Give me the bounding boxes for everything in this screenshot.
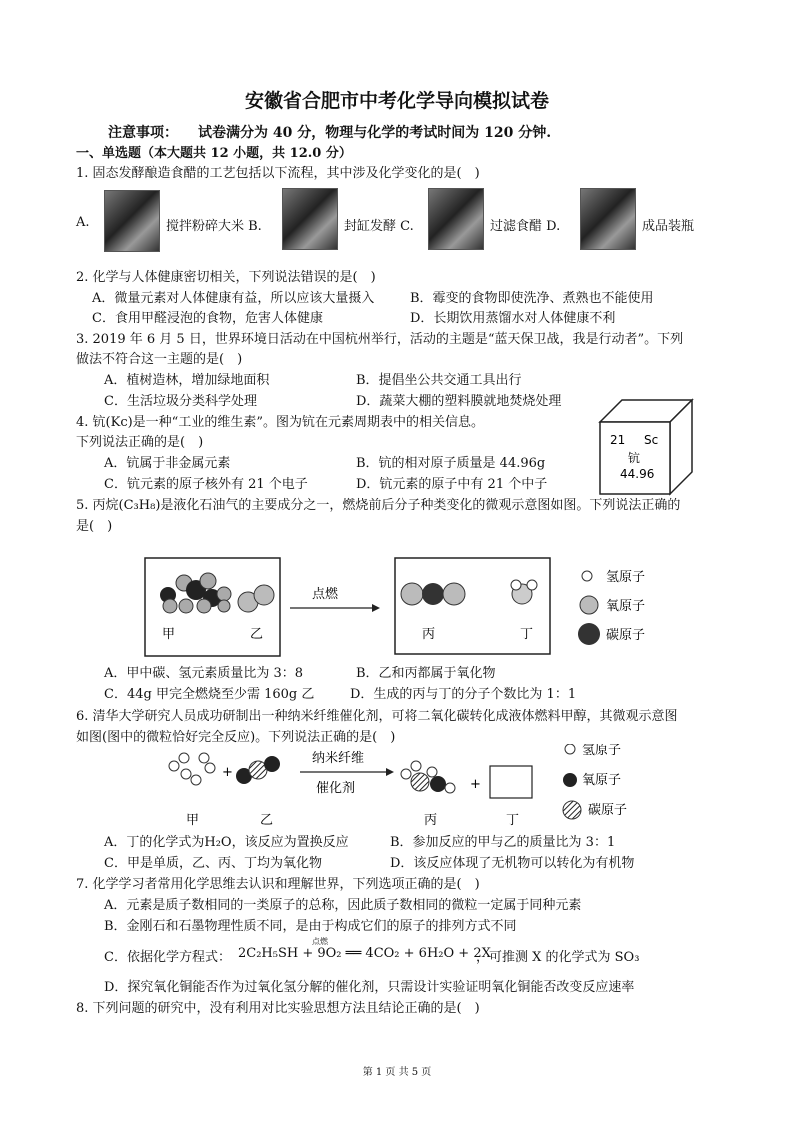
element-number: 21 — [610, 433, 626, 447]
catalyst-line2: 催化剂 — [316, 781, 356, 796]
q1-option-text: 成品装瓶 — [642, 219, 695, 234]
q5-stem: 5. 丙烷(C₃H₈)是液化石油气的主要成分之一，燃烧前后分子种类变化的微观示意图如图。下列说法正确的 — [76, 498, 681, 513]
q3-stem: 3. 2019 年 6 月 5 日，世界环境日活动在中国杭州举行，活动的主题是“蓝天保卫战，我是行动者”。下列 — [76, 332, 684, 347]
q6-option-d: D．该反应体现了无机物可以转化为有机物 — [390, 856, 635, 871]
q5-option-c: C．44g 甲完全燃烧至少需 160g 乙 — [104, 687, 315, 702]
q1-option-text: 封缸发酵 C. — [344, 219, 414, 234]
label-bing: 丙 — [424, 813, 438, 828]
label-ding: 丁 — [520, 627, 534, 642]
q1-stem: 1. 固态发酵酿造食醋的工艺包括以下流程，其中涉及化学变化的是( ) — [76, 166, 480, 181]
q6-diagram — [160, 744, 660, 830]
page-footer: 第 1 页 共 5 页 — [362, 1067, 432, 1078]
label-bing: 丙 — [422, 627, 436, 642]
element-mass: 44.96 — [620, 467, 655, 481]
page-title: 安徽省合肥市中考化学导向模拟试卷 — [244, 90, 549, 112]
notice-text: 试卷满分为 40 分，物理与化学的考试时间为 120 分钟. — [198, 125, 552, 141]
element-cell-scandium — [598, 398, 694, 496]
label-yi: 乙 — [260, 813, 274, 828]
section-heading: 一、单选题（本大题共 12 小题，共 12.0 分） — [76, 146, 352, 161]
q2-option-a: A．微量元素对人体健康有益，所以应该大量摄入 — [92, 291, 375, 306]
legend-c: 碳原子 — [588, 803, 628, 818]
q4-option-b: B．钪的相对原子质量是 44.96g — [356, 456, 546, 471]
q7-option-a: A．元素是质子数相同的一类原子的总称，因此质子数相同的微粒一定属于同种元素 — [104, 898, 582, 913]
q1-option-text: 搅拌粉碎大米 B. — [166, 219, 262, 234]
q2-option-b: B．霉变的食物即使洗净、煮熟也不能使用 — [410, 291, 654, 306]
label-jia: 甲 — [186, 813, 200, 828]
q4-stem-cont: 下列说法正确的是( ) — [76, 435, 204, 450]
q6-option-a: A．丁的化学式为H₂O，该反应为置换反应 — [104, 835, 349, 850]
legend-h: 氢原子 — [606, 570, 646, 585]
q7-stem: 7. 化学学习者常用化学思维去认识和理解世界，下列选项正确的是( ) — [76, 877, 480, 892]
q7-equation: 2C₂H₅SH + 9O₂ ══ 4CO₂ + 6H₂O + 2X — [238, 946, 491, 961]
q7-option-c-label: C．依据化学方程式： — [104, 950, 231, 965]
q3-option-a: A．植树造林，增加绿地面积 — [104, 373, 270, 388]
element-symbol: Sc — [644, 433, 659, 447]
catalyst-line1: 纳米纤维 — [312, 751, 365, 766]
q6-stem-cont: 如图(图中的微粒恰好完全反应)。下列说法正确的是( ) — [76, 730, 396, 745]
q3-option-d: D．蔬菜大棚的塑料膜就地焚烧处理 — [356, 394, 562, 409]
q2-stem: 2. 化学与人体健康密切相关，下列说法错误的是( ) — [76, 270, 376, 285]
q4-option-c: C．钪元素的原子核外有 21 个电子 — [104, 477, 308, 492]
q5-diagram — [140, 550, 680, 660]
q7-option-b: B．金刚石和石墨物理性质不同，是由于构成它们的原子的排列方式不同 — [104, 919, 517, 934]
element-name: 钪 — [628, 451, 641, 465]
legend-o: 氧原子 — [582, 773, 622, 788]
svg-text:+: + — [222, 765, 233, 780]
legend-o: 氧原子 — [606, 599, 646, 614]
q1-photo-b — [282, 188, 338, 250]
q5-option-d: D．生成的丙与丁的分子个数比为 1：1 — [350, 687, 577, 702]
notice-label: 注意事项： — [108, 125, 178, 141]
q7-condition: 点燃 — [312, 937, 328, 946]
label-yi: 乙 — [250, 627, 264, 642]
q2-option-d: D．长期饮用蒸馏水对人体健康不利 — [410, 311, 616, 326]
q5-option-b: B．乙和丙都属于氧化物 — [356, 666, 496, 681]
q1-photo-a — [104, 190, 160, 252]
q5-stem-cont: 是( ) — [76, 519, 113, 534]
q1-photo-c — [428, 188, 484, 250]
q1-option-label: A. — [76, 215, 90, 230]
q6-option-c: C．甲是单质，乙、丙、丁均为氧化物 — [104, 856, 322, 871]
q4-option-a: A．钪属于非金属元素 — [104, 456, 231, 471]
q8-stem: 8. 下列问题的研究中，没有利用对比实验思想方法且结论正确的是( ) — [76, 1001, 480, 1016]
svg-text:+: + — [470, 777, 481, 792]
q3-stem-cont: 做法不符合这一主题的是( ) — [76, 352, 243, 367]
q4-option-d: D．钪元素的原子中有 21 个中子 — [356, 477, 548, 492]
q3-option-c: C．生活垃圾分类科学处理 — [104, 394, 257, 409]
legend-h: 氢原子 — [582, 744, 622, 758]
q7-option-c-tail: ，可推测 X 的化学式为 SO₃ — [476, 950, 640, 965]
q3-option-b: B．提倡坐公共交通工具出行 — [356, 373, 522, 388]
q2-option-c: C．食用甲醛浸泡的食物，危害人体健康 — [92, 311, 323, 326]
q6-option-b: B．参加反应的甲与乙的质量比为 3：1 — [390, 835, 616, 850]
q5-option-a: A．甲中碳、氢元素质量比为 3：8 — [104, 666, 304, 681]
q1-option-text: 过滤食醋 D. — [490, 219, 561, 234]
q4-stem: 4. 钪(Kc)是一种“工业的维生素”。图为钪在元素周期表中的相关信息。 — [76, 415, 484, 430]
legend-c: 碳原子 — [606, 628, 646, 643]
q6-stem: 6. 清华大学研究人员成功研制出一种纳米纤维催化剂，可将二氧化碳转化成液体燃料甲醇，其微观示意图 — [76, 709, 678, 724]
q1-photo-d — [580, 188, 636, 250]
arrow-label: 点燃 — [312, 587, 339, 602]
label-jia: 甲 — [162, 627, 176, 642]
label-ding: 丁 — [506, 813, 520, 828]
q7-option-d: D．探究氧化铜能否作为过氧化氢分解的催化剂，只需设计实验证明氧化铜能否改变反应速率 — [104, 980, 635, 995]
